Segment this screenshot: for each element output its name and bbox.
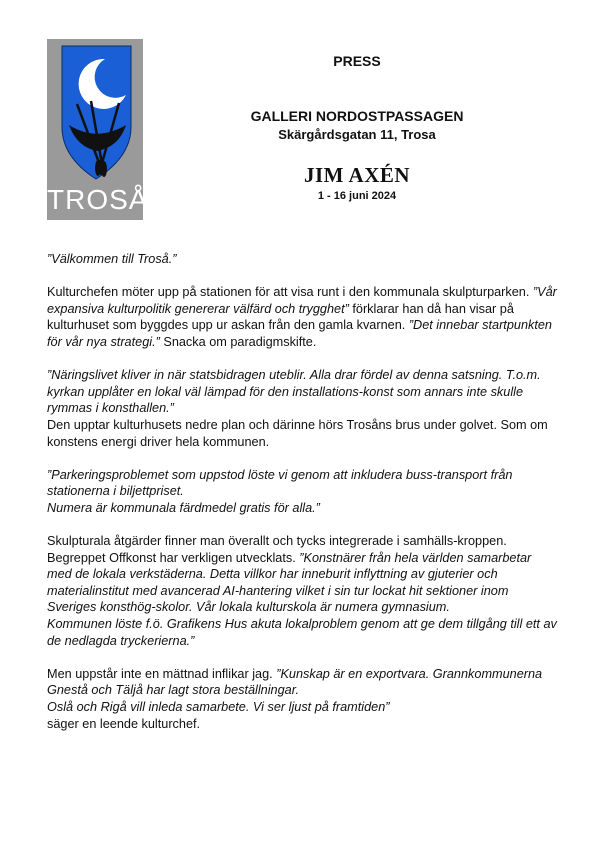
gallery-address: Skärgårdsgatan 11, Trosa [278,127,436,142]
text: Kulturchefen möter upp på stationen för att visa runt i den kommunala skulpturparken. [47,285,533,300]
quote: ”Parkeringsproblemet som uppstod löste vi genom att inkludera buss-transport från stationerna i biljettpriset. [47,467,513,499]
quote: ”Kunskap är en exportvara. Grannkommunerna Gnestå och Täljå har lagt stora beställningar. [47,666,543,698]
quote: ”Välkommen till Troså.” [47,252,177,266]
paragraph-3 [47,367,557,450]
paragraph-5 [47,533,557,649]
quote: ”Vår expansiva kulturpolitik genererar välfärd och trygghet” [47,285,557,316]
quote: ”Konstnärer från hela världen samarbetar med de lokala verkstäderna. Detta villkor har inneburit inflyttning av gjuterier och materialinstitut med avancerad AI-hantering vilket i sin tur lockat hit sektioner inom Sveriges konsthög-skolor. Vår lokala kulturskola är numera gymnasium. [47,550,532,615]
gallery-name: GALLERI NORDOSTPASSAGEN [250,108,464,124]
trosa-coat-of-arms-logo [47,39,149,220]
paragraph-6 [47,666,557,732]
exhibition-dates: 1 - 16 juni 2024 [317,190,397,202]
text: Skulpturala åtgärder finner man överallt och tycks integrerade i samhälls-kroppen. Begreppet Offkonst har verkligen utvecklats. [47,534,507,565]
text: säger en leende kulturchef. [47,716,201,731]
quote: ”Näringslivet kliver in när statsbidragen uteblir. Alla drar fördel av denna satsning. T.o.m. kyrkan upplåter en lokal väl lämpad för den installations-konst som annars inte skulle rymmas i konsthallen.” [47,368,541,416]
logo-text: TROSÅ [47,184,149,215]
paragraph-4 [47,467,557,517]
quote: Oslå och Rigå vill inleda samarbete. Vi ser ljust på framtiden” [47,700,390,715]
text: Den upptar kulturhusets nedre plan och därinne hörs Trosåns brus under golvet. Som om konstens energi driver hela kommunen. [47,417,548,449]
quote: Numera är kommunala färdmedel gratis för alla.” [47,500,320,515]
text: förklarar han då han visar på kulturhuset som byggdes upp ur askan från den gamla kvarnen. [47,301,514,333]
paragraph-2 [47,284,557,350]
quote: ”Det innebar startpunkten för vår nya strategi.” [47,318,552,349]
text: Men uppstår inte en mättnad inflikar jag. [47,666,277,681]
press-text [47,251,557,749]
press-heading: PRESS [333,53,381,69]
text: Snacka om paradigmskifte. [159,334,317,349]
artist-name: JIM AXÉN [303,163,411,187]
paragraph-1 [47,251,557,268]
quote: Kommunen löste f.ö. Grafikens Hus akuta lokalproblem genom att ge dem tillgång till ett av de nedlagda tryckerierna.” [47,617,557,648]
